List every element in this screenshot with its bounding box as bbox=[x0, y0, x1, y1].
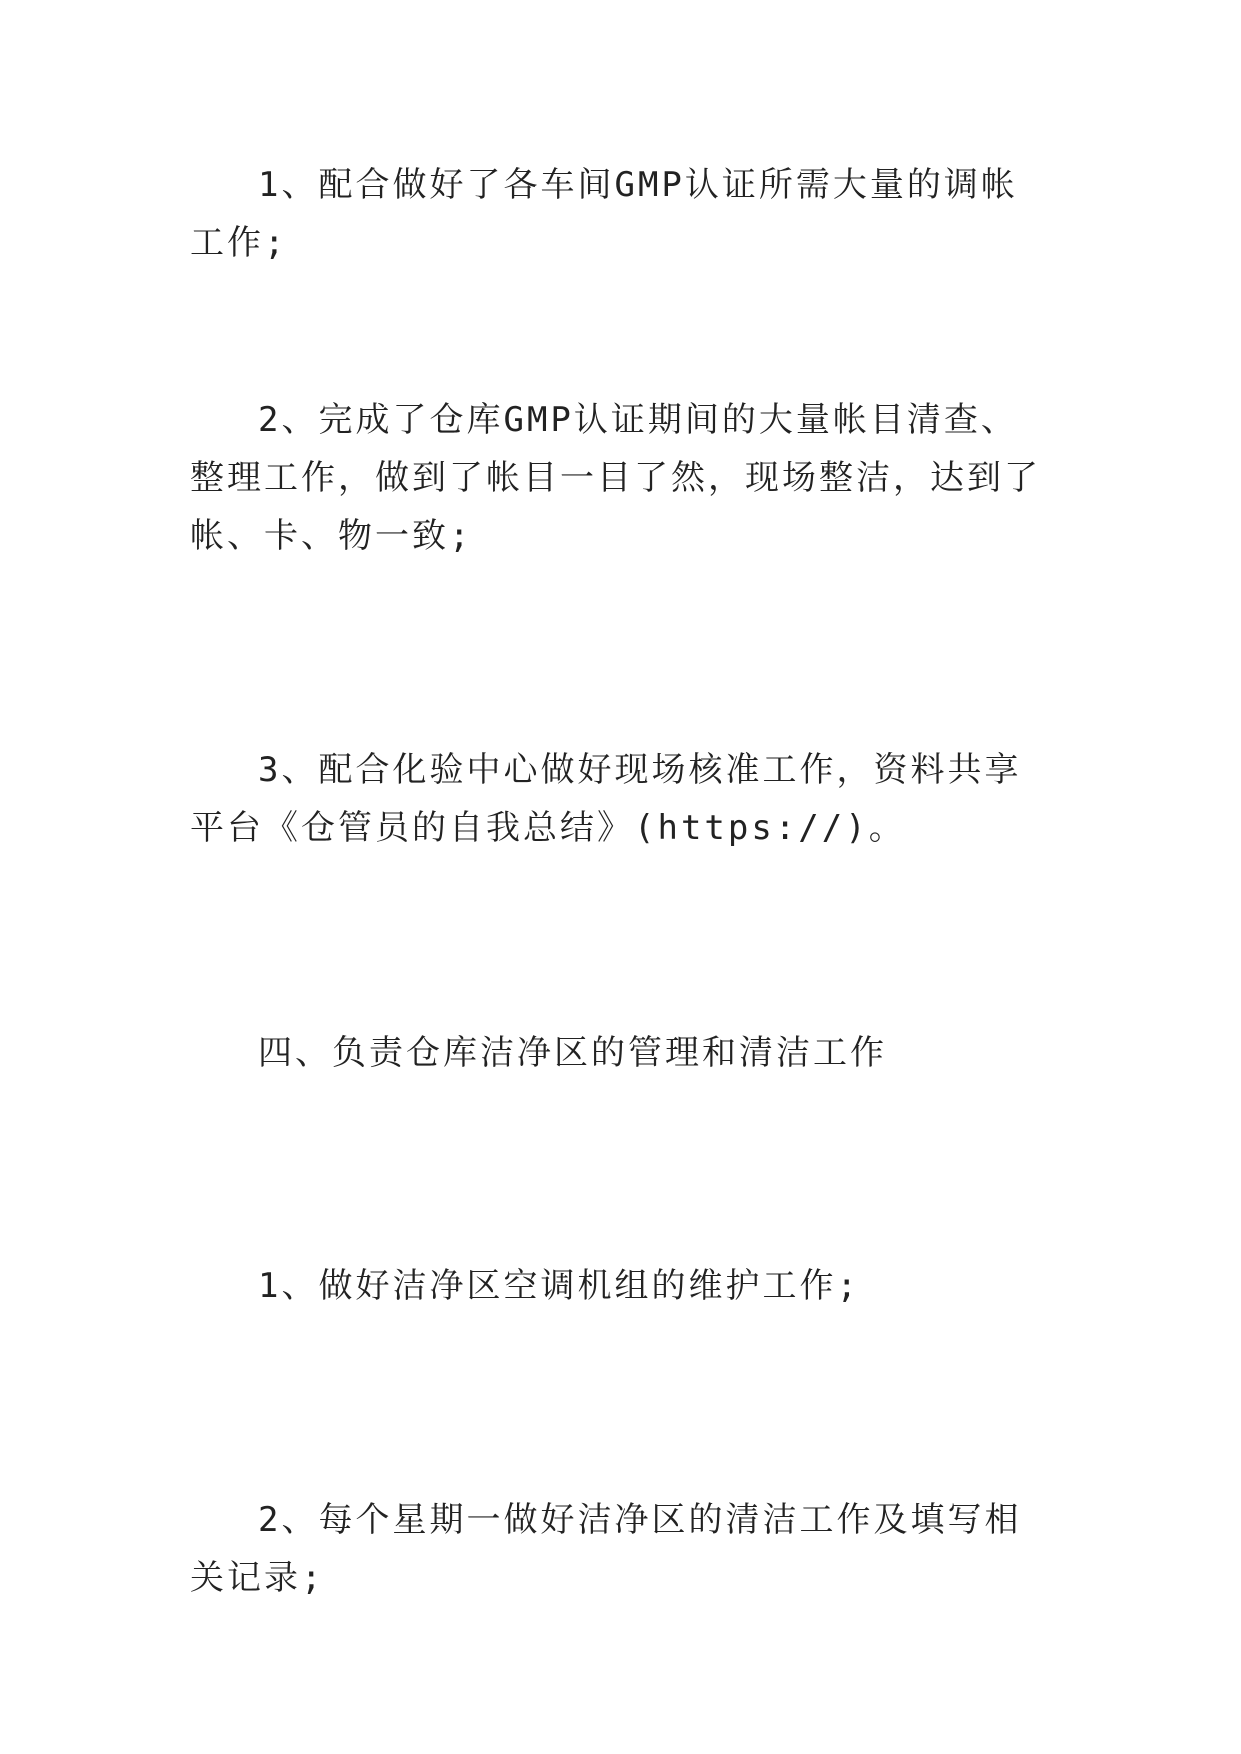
paragraph-air-conditioning-maintenance: 1、做好洁净区空调机组的维护工作; bbox=[258, 1266, 860, 1306]
paragraph-lab-verification: 3、配合化验中心做好现场核准工作，资料共享平台《仓管员的自我总结》(https://)。 bbox=[190, 750, 1022, 848]
section-heading-clean-area: 四、负责仓库洁净区的管理和清洁工作 bbox=[258, 1033, 887, 1073]
paragraph-weekly-cleaning: 2、每个星期一做好洁净区的清洁工作及填写相关记录; bbox=[190, 1500, 1022, 1598]
paragraph-gmp-account-adjustment: 1、配合做好了各车间GMP认证所需大量的调帐工作; bbox=[190, 165, 1018, 263]
paragraph-warehouse-account-audit: 2、完成了仓库GMP认证期间的大量帐目清查、整理工作，做到了帐目一目了然，现场整洁，达到了帐、卡、物一致; bbox=[190, 400, 1041, 556]
